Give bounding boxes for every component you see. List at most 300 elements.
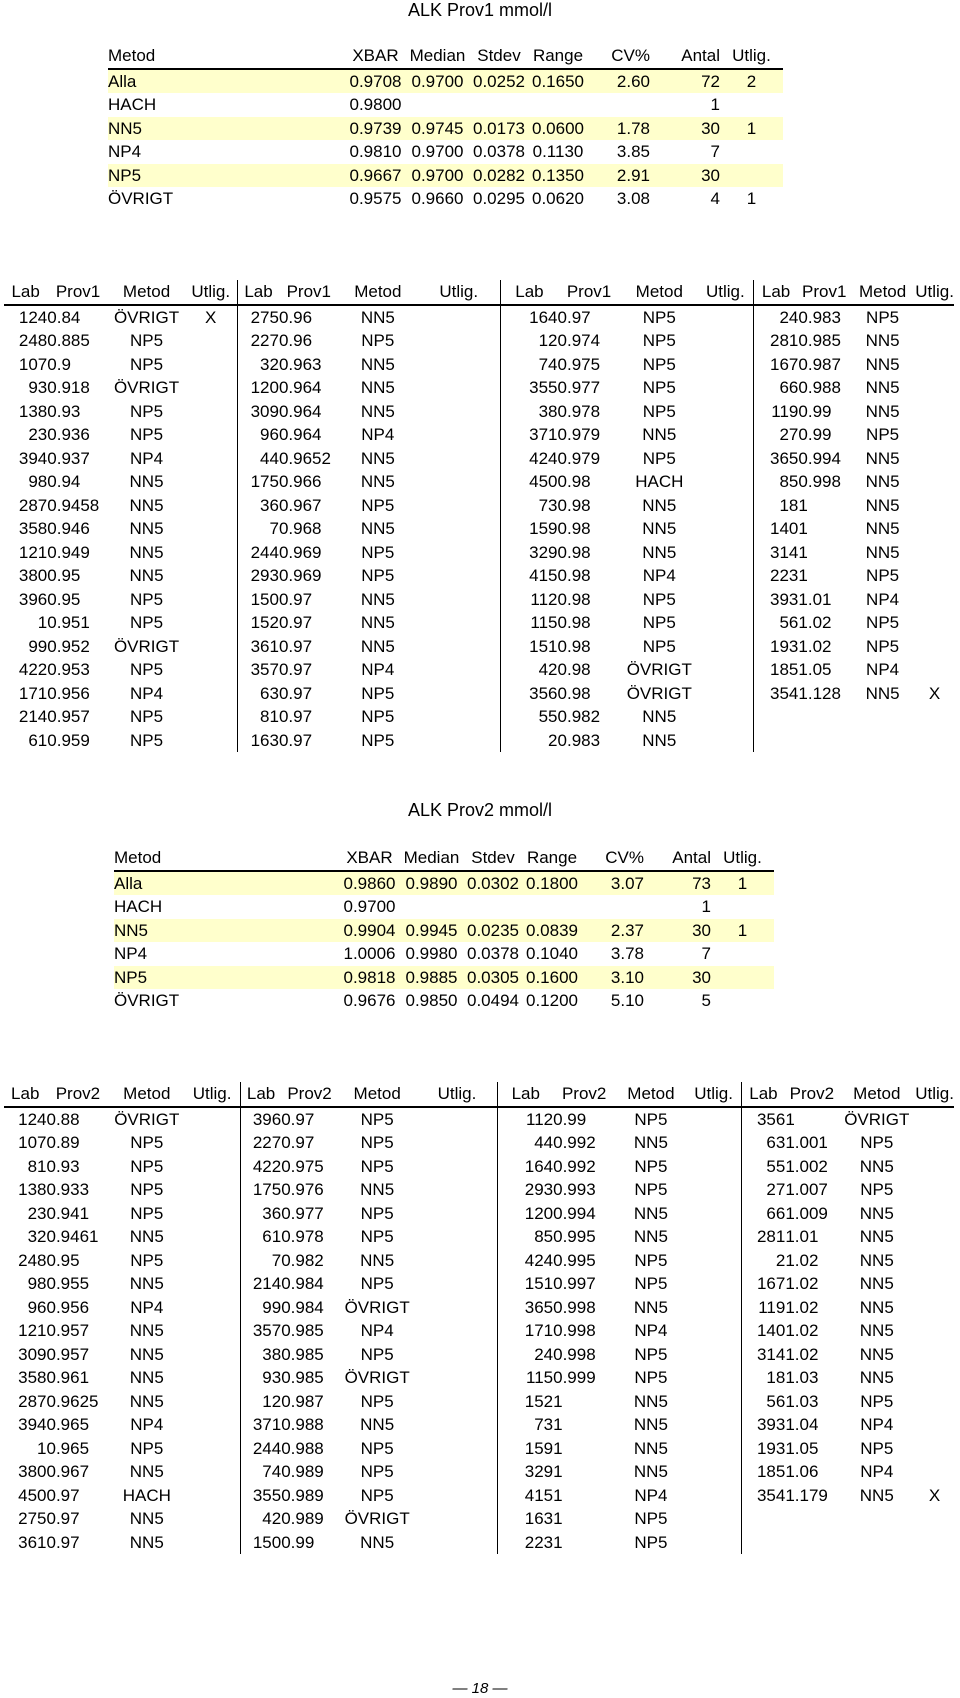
lab-cell: NP5 <box>130 613 164 632</box>
lab-cell: 163 <box>498 1507 553 1531</box>
prov1-title: ALK Prov1 mmol/l <box>407 0 553 20</box>
summary-header-cell: Median <box>399 846 464 871</box>
summary-cell: 2.60 <box>588 69 650 94</box>
lab-cell <box>184 1484 240 1508</box>
lab-cell: 138 <box>18 401 48 421</box>
lab-header-cell: Utlig. <box>915 1082 954 1107</box>
lab-cell: 0.97 <box>46 1485 80 1505</box>
lab-cell: NP5 <box>866 307 900 327</box>
lab-cell: 0.963 <box>278 354 322 374</box>
lab-row <box>4 1319 954 1343</box>
lab-cell: 0.969 <box>278 542 322 562</box>
lab-cell: NN5 <box>129 1462 164 1481</box>
summary-cell: Alla <box>108 69 346 94</box>
summary-cell <box>582 895 644 919</box>
summary-cell: 1 <box>711 871 774 896</box>
lab-cell: 1.05 <box>785 1438 819 1458</box>
lab-cell: 0.97 <box>46 1509 80 1528</box>
lab-cell <box>915 517 954 541</box>
lab-cell: NN5 <box>129 542 164 562</box>
lab-cell: NP5 <box>642 354 676 374</box>
lab-cell <box>416 1390 497 1414</box>
lab-cell <box>698 729 753 753</box>
lab-cell: 0.968 <box>278 519 322 538</box>
lab-cell: 167 <box>741 1272 785 1296</box>
lab-cell: NP5 <box>130 660 164 679</box>
summary-row <box>108 187 783 211</box>
lab-cell: 1 <box>553 1391 563 1411</box>
lab-cell <box>184 541 237 565</box>
summary-cell: 72 <box>650 69 720 94</box>
lab-cell <box>687 1460 741 1484</box>
summary-cell: HACH <box>114 897 163 916</box>
lab-cell: NP5 <box>130 1156 164 1176</box>
lab-cell <box>915 1225 954 1249</box>
lab-cell: 1 <box>798 519 808 538</box>
lab-row <box>4 635 954 659</box>
lab-cell: 314 <box>753 541 798 565</box>
lab-cell: NP5 <box>360 1274 394 1293</box>
lab-cell: NN5 <box>633 1203 668 1223</box>
lab-cell <box>915 494 954 518</box>
summary-header-cell: XBAR <box>346 44 405 69</box>
lab-cell: 354 <box>741 1484 785 1508</box>
lab-cell <box>417 400 501 424</box>
lab-cell: 0.933 <box>46 1180 90 1199</box>
lab-header-cell: Prov1 <box>558 280 621 305</box>
lab-cell <box>687 1249 741 1273</box>
lab-cell <box>417 470 501 494</box>
lab-cell: 0.995 <box>553 1227 596 1246</box>
lab-cell: NP5 <box>130 1438 164 1458</box>
lab-cell: 85 <box>498 1225 553 1249</box>
lab-cell <box>417 682 501 706</box>
lab-cell <box>915 447 954 471</box>
summary-cell: NP5 <box>108 164 346 188</box>
lab-cell: NN5 <box>360 354 395 374</box>
lab-cell: NP5 <box>634 1368 668 1387</box>
lab-row <box>4 682 954 706</box>
lab-cell <box>687 1202 741 1226</box>
lab-cell: NP4 <box>361 660 395 679</box>
lab-cell: NN5 <box>865 331 900 350</box>
summary-header-cell: CV% <box>582 846 644 871</box>
lab-cell: NP5 <box>361 683 395 703</box>
summary-header-row <box>108 44 783 69</box>
lab-cell: 0.984 <box>281 1274 324 1293</box>
lab-cell: 1 <box>37 613 48 632</box>
lab-cell: 163 <box>238 729 279 753</box>
lab-cell: 1.001 <box>785 1133 828 1152</box>
lab-cell: NN5 <box>360 448 395 468</box>
lab-cell <box>698 658 753 682</box>
lab-cell <box>915 1413 954 1437</box>
lab-row <box>4 1178 954 1202</box>
lab-cell: 314 <box>741 1343 785 1367</box>
lab-cell <box>915 1319 954 1343</box>
summary-cell: 0.9850 <box>405 991 458 1010</box>
lab-cell: 0.979 <box>557 448 601 468</box>
lab-cell: 63 <box>741 1131 785 1155</box>
lab-cell <box>184 1366 240 1390</box>
lab-cell <box>184 1413 240 1437</box>
lab-cell: NP5 <box>360 1344 394 1364</box>
lab-cell: 309 <box>238 400 279 424</box>
summary-cell: 5 <box>701 991 711 1010</box>
summary-cell: 0.9904 <box>340 919 399 943</box>
lab-cell <box>915 1178 954 1202</box>
lab-row <box>4 517 954 541</box>
lab-header-row <box>4 1082 954 1107</box>
lab-cell: 140 <box>753 517 798 541</box>
lab-cell: 124 <box>18 1109 47 1129</box>
lab-cell <box>698 423 753 447</box>
lab-cell: 0.946 <box>47 519 90 538</box>
lab-cell: 185 <box>741 1460 785 1484</box>
summary-cell: 1 <box>711 919 774 943</box>
lab-row <box>4 1413 954 1437</box>
lab-cell: 1 <box>553 1415 563 1434</box>
lab-cell: 380 <box>18 566 48 585</box>
summary-cell: Alla <box>114 871 340 896</box>
lab-row <box>4 1155 954 1179</box>
lab-cell <box>416 1507 497 1531</box>
lab-cell: ÖVRIGT <box>113 307 180 327</box>
lab-cell <box>417 353 501 377</box>
lab-header-cell: Metod <box>339 280 417 305</box>
lab-cell: 73 <box>501 494 558 518</box>
lab-cell <box>184 705 237 729</box>
lab-row <box>4 400 954 424</box>
summary-cell: 5.10 <box>610 991 644 1010</box>
lab-cell <box>687 1343 741 1367</box>
lab-cell <box>698 305 753 330</box>
lab-cell: NP5 <box>642 613 676 632</box>
lab-cell: 121 <box>18 1321 47 1340</box>
lab-cell: NP5 <box>866 613 900 632</box>
lab-cell: 1 <box>553 1462 563 1481</box>
prov2-lab-table <box>4 1082 954 1554</box>
lab-cell: 287 <box>18 1391 47 1411</box>
lab-cell: NN5 <box>859 1321 894 1340</box>
lab-cell <box>915 1460 954 1484</box>
lab-cell <box>741 1507 785 1531</box>
lab-cell: NP5 <box>130 354 164 374</box>
lab-cell: NN5 <box>129 1532 164 1552</box>
lab-cell: NN5 <box>865 401 900 421</box>
lab-row <box>4 1296 954 1320</box>
lab-cell <box>184 353 237 377</box>
lab-cell: NP5 <box>130 1203 164 1223</box>
lab-cell: NP4 <box>860 1462 894 1481</box>
lab-cell: 81 <box>27 1156 47 1176</box>
lab-cell: NP5 <box>642 307 676 327</box>
lab-row <box>4 541 954 565</box>
lab-cell: NP5 <box>642 448 676 468</box>
lab-cell <box>915 1272 954 1296</box>
lab-cell <box>184 1107 240 1132</box>
lab-cell <box>915 1296 954 1320</box>
summary-row <box>114 942 774 966</box>
lab-cell: NN5 <box>859 1203 894 1223</box>
lab-cell: NN5 <box>642 519 677 538</box>
lab-cell: 0.98 <box>557 472 591 491</box>
lab-header-cell: Metod <box>109 1082 184 1107</box>
lab-cell <box>417 376 501 400</box>
lab-cell: 0.989 <box>281 1485 324 1505</box>
lab-cell: 1.02 <box>785 1274 819 1293</box>
lab-cell: 0.98 <box>557 566 591 585</box>
lab-cell: 0.95 <box>46 1250 80 1270</box>
lab-cell: 0.98 <box>557 613 591 632</box>
lab-cell: 42 <box>501 658 558 682</box>
lab-cell: NN5 <box>642 495 677 515</box>
lab-cell: NP5 <box>634 1156 668 1176</box>
lab-cell <box>915 353 954 377</box>
lab-cell: NP5 <box>860 1438 894 1458</box>
lab-cell: NN5 <box>129 1368 164 1387</box>
lab-header-cell: Lab <box>501 280 558 305</box>
lab-cell <box>416 1343 497 1367</box>
lab-cell: NP5 <box>130 1180 164 1199</box>
lab-cell: 171 <box>18 683 48 703</box>
summary-header-row <box>114 846 774 871</box>
summary-row <box>108 140 783 164</box>
summary-cell: 7 <box>710 142 720 161</box>
lab-row <box>4 1131 954 1155</box>
lab-cell: 0.977 <box>281 1203 324 1223</box>
lab-cell <box>915 470 954 494</box>
lab-cell <box>915 1531 954 1555</box>
lab-cell: 1.01 <box>785 1227 819 1246</box>
lab-cell <box>698 400 753 424</box>
lab-header-cell: Metod <box>615 1082 686 1107</box>
lab-row <box>4 353 954 377</box>
lab-cell: 119 <box>753 400 798 424</box>
lab-cell: NN5 <box>360 472 395 491</box>
lab-cell <box>417 329 501 353</box>
lab-cell <box>687 1178 741 1202</box>
lab-cell: 361 <box>18 1532 47 1552</box>
prov2-summary-table <box>114 846 774 1013</box>
lab-cell: 281 <box>741 1225 785 1249</box>
lab-cell: 393 <box>753 588 798 612</box>
lab-cell: 175 <box>238 470 279 494</box>
lab-cell: 275 <box>238 305 279 330</box>
lab-cell <box>416 1202 497 1226</box>
lab-cell: 0.967 <box>278 495 322 515</box>
lab-header-cell: Prov2 <box>46 1082 109 1107</box>
lab-cell: 0.99 <box>798 425 832 444</box>
lab-cell: 61 <box>240 1225 281 1249</box>
lab-cell: HACH <box>635 472 684 491</box>
lab-cell: 12 <box>240 1390 281 1414</box>
summary-cell: HACH <box>108 95 157 114</box>
lab-header-cell: Utlig. <box>184 1082 240 1107</box>
lab-cell: NP5 <box>634 1250 668 1270</box>
lab-cell: 0.957 <box>46 1344 90 1364</box>
lab-cell: 0.964 <box>278 425 322 444</box>
lab-cell: 0.96 <box>278 307 313 327</box>
lab-header-cell: Metod <box>850 280 915 305</box>
lab-row <box>4 376 954 400</box>
lab-cell: 55 <box>741 1155 785 1179</box>
lab-cell: 98 <box>28 472 48 491</box>
lab-cell: NP5 <box>642 589 676 609</box>
lab-cell: NN5 <box>360 378 395 397</box>
lab-cell: 185 <box>753 658 798 682</box>
summary-cell: 30 <box>650 117 720 141</box>
lab-row <box>4 1484 954 1508</box>
summary-cell: 0.1350 <box>528 164 588 188</box>
lab-cell <box>184 1178 240 1202</box>
lab-cell <box>915 729 954 753</box>
lab-row <box>4 588 954 612</box>
lab-cell: X <box>928 683 941 703</box>
lab-cell: NP5 <box>634 1509 668 1528</box>
lab-cell: X <box>928 1485 941 1505</box>
lab-cell: 355 <box>501 376 558 400</box>
lab-cell: 55 <box>501 705 558 729</box>
lab-cell <box>417 423 501 447</box>
lab-cell: 0.997 <box>553 1274 596 1293</box>
lab-cell: 152 <box>238 611 279 635</box>
lab-cell: 0.979 <box>557 425 601 444</box>
summary-cell: 0.9700 <box>405 69 470 94</box>
lab-cell: 396 <box>18 589 48 609</box>
lab-cell: 422 <box>240 1155 281 1179</box>
lab-cell <box>753 705 798 729</box>
lab-cell <box>417 447 501 471</box>
lab-cell: 0.989 <box>281 1509 324 1528</box>
lab-cell: 248 <box>18 331 48 350</box>
lab-cell <box>687 1507 741 1531</box>
lab-cell: 0.966 <box>278 472 322 491</box>
summary-cell: 0.0600 <box>528 117 588 141</box>
lab-cell: 223 <box>753 564 798 588</box>
lab-cell: NN5 <box>129 1321 164 1340</box>
lab-cell <box>698 353 753 377</box>
lab-cell: 18 <box>741 1366 785 1390</box>
lab-cell <box>698 705 753 729</box>
lab-header-cell: Lab <box>4 280 47 305</box>
lab-cell <box>915 1202 954 1226</box>
lab-cell: NP5 <box>866 636 900 656</box>
lab-cell: NN5 <box>129 1274 164 1293</box>
lab-cell: 0.95 <box>47 566 81 585</box>
lab-cell: NN5 <box>129 1227 164 1246</box>
lab-row <box>4 564 954 588</box>
summary-cell: 0.0305 <box>464 966 522 990</box>
lab-cell: 0.9625 <box>46 1391 99 1411</box>
summary-cell: 0.9700 <box>405 164 470 188</box>
summary-header-cell: Antal <box>650 44 720 69</box>
summary-cell: 0.9676 <box>343 991 396 1010</box>
lab-cell: NN5 <box>360 589 395 609</box>
lab-cell: NP4 <box>860 1415 894 1434</box>
lab-cell: 0.937 <box>47 448 90 468</box>
lab-cell: NN5 <box>633 1391 668 1411</box>
lab-cell: NP4 <box>634 1321 668 1340</box>
lab-cell: 0.99 <box>281 1532 315 1552</box>
lab-cell <box>184 470 237 494</box>
summary-cell: 0.0378 <box>473 142 525 161</box>
lab-cell: 0.93 <box>47 401 81 421</box>
lab-cell: NP5 <box>634 1274 668 1293</box>
lab-cell: 227 <box>240 1131 281 1155</box>
lab-cell <box>915 329 954 353</box>
lab-cell: 394 <box>18 448 48 468</box>
lab-cell <box>687 1413 741 1437</box>
lab-cell: ÖVRIGT <box>113 636 180 656</box>
lab-cell: 7 <box>238 517 279 541</box>
lab-cell: 422 <box>18 660 48 679</box>
lab-cell: 175 <box>240 1178 281 1202</box>
summary-header-cell: Metod <box>114 846 340 871</box>
summary-cell <box>711 895 774 919</box>
summary-cell: 30 <box>644 919 711 943</box>
lab-cell <box>838 1507 915 1531</box>
lab-cell: NN5 <box>865 495 900 515</box>
lab-cell: ÖVRIGT <box>844 1109 910 1129</box>
lab-cell <box>915 705 954 729</box>
lab-cell: 93 <box>240 1366 281 1390</box>
summary-cell: ÖVRIGT <box>114 991 180 1010</box>
lab-cell: NP5 <box>866 425 900 444</box>
lab-cell: 354 <box>753 682 798 706</box>
lab-cell: NP5 <box>360 1438 394 1458</box>
lab-row <box>4 1366 954 1390</box>
summary-cell: 1.78 <box>588 117 650 141</box>
lab-cell: 0.949 <box>47 542 90 562</box>
lab-cell <box>416 1460 497 1484</box>
lab-cell: 0.957 <box>46 1321 90 1340</box>
lab-cell <box>798 705 850 729</box>
summary-row <box>114 871 774 896</box>
lab-cell: NP4 <box>130 448 164 468</box>
lab-cell: 450 <box>18 1485 47 1505</box>
lab-cell <box>687 1366 741 1390</box>
lab-cell: 0.976 <box>281 1180 324 1199</box>
lab-cell: NN5 <box>360 1250 395 1270</box>
summary-row <box>114 966 774 990</box>
lab-cell <box>417 729 501 753</box>
lab-cell <box>417 517 501 541</box>
lab-row <box>4 447 954 471</box>
lab-cell: NN5 <box>859 1368 894 1387</box>
summary-cell: 0.1040 <box>526 944 578 963</box>
lab-cell <box>184 1249 240 1273</box>
lab-cell: ÖVRIGT <box>344 1509 410 1528</box>
summary-cell <box>399 895 464 919</box>
lab-cell: 99 <box>240 1296 281 1320</box>
lab-cell: NN5 <box>642 542 677 562</box>
lab-cell <box>417 541 501 565</box>
lab-cell: 1.02 <box>785 1321 819 1340</box>
lab-cell <box>687 1484 741 1508</box>
summary-cell: NN5 <box>114 919 340 943</box>
lab-row <box>4 1390 954 1414</box>
lab-cell: 223 <box>498 1531 553 1555</box>
summary-row <box>114 895 774 919</box>
lab-cell: 0.98 <box>557 636 591 656</box>
lab-cell: NN5 <box>859 1156 894 1176</box>
summary-cell: 0.9945 <box>399 919 464 943</box>
summary-cell: 0.0302 <box>464 871 522 896</box>
summary-cell: 0.9885 <box>399 966 464 990</box>
lab-cell: NN5 <box>859 1250 894 1270</box>
lab-cell: NP5 <box>360 1227 394 1246</box>
